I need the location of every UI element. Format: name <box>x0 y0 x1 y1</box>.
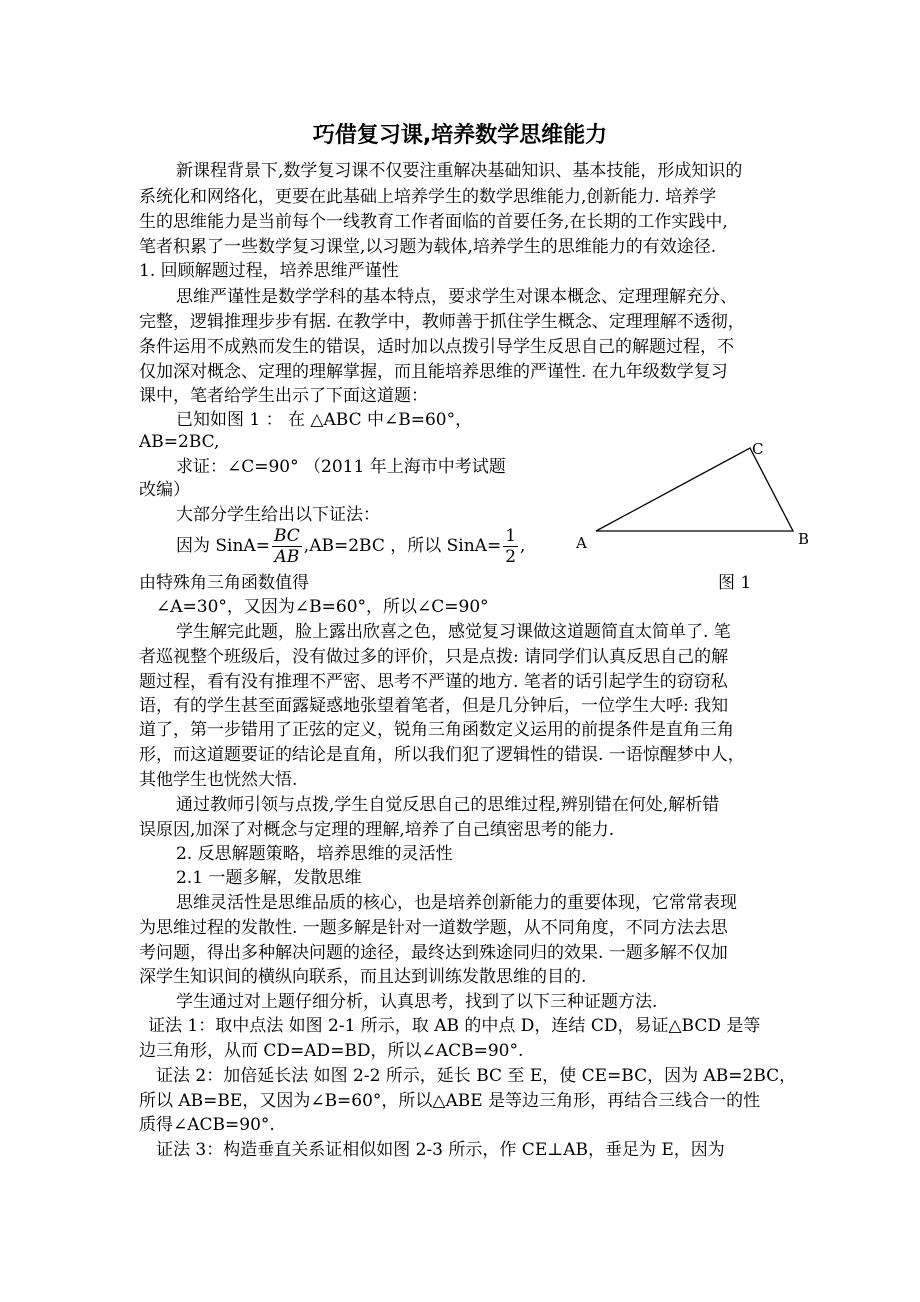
s1-para-line-5: 课中，笔者给学生出示了下面这道题： <box>139 386 428 406</box>
s2-para2: 学生通过对上题仔细分析，认真思考，找到了以下三种证题方法. <box>176 992 658 1012</box>
proof-suffix: , <box>520 536 526 556</box>
section-1-heading: 1. 回顾解题过程，培养思维严谨性 <box>139 261 399 281</box>
s1-para-line-3: 条件运用不成熟而发生的错误，适时加以点拨引导学生反思自己的解题过程，不 <box>139 337 734 357</box>
s1-para-line-1: 思维严谨性是数学学科的基本特点，要求学生对课本概念、定理理解充分、 <box>176 287 737 307</box>
proof-line-2: 由特殊角三角函数值得 <box>139 573 309 593</box>
s2-para-line-2: 为思维过程的发散性. 一题多解是针对一道数学题，从不同角度，不同方法去思 <box>139 918 728 938</box>
proof-middle: ,AB=2BC ，所以 SinA= <box>303 536 502 556</box>
fraction-denominator: 2 <box>505 547 517 567</box>
proof-line-3: ∠A=30°，又因为∠B=60°，所以∠C=90° <box>156 597 489 617</box>
fraction-denominator: AB <box>274 547 300 567</box>
figure-1-caption: 图 1 <box>718 573 752 593</box>
fraction-numerator: BC <box>273 526 300 546</box>
problem-line-4: 改编） <box>139 480 190 500</box>
page-title: 巧借复习课,培养数学思维能力 <box>312 123 608 148</box>
s1-para-line-2: 完整，逻辑推理步步有据. 在教学中，教师善于抓住学生概念、定理理解不透彻， <box>139 312 745 332</box>
problem-line-3: 求证：∠C=90° （2011 年上海市中考试题 <box>176 457 506 477</box>
intro-line-2: 系统化和网络化，更要在此基础上培养学生的数学思维能力,创新能力. 培养学 <box>139 187 717 207</box>
s1-para3-line-1: 通过教师引领与点拨,学生自觉反思自己的思维过程,辨别错在何处,解析错 <box>176 795 720 815</box>
s1-para2-line-7: 其他学生也恍然大悟. <box>139 770 298 790</box>
fraction-numerator: 1 <box>505 526 517 546</box>
s2-para-line-4: 深学生知识间的横纵向联系，而且达到训练发散思维的目的. <box>139 967 587 987</box>
s1-para2-line-5: 道了，第一步错用了正弦的定义，锐角三角函数定义运用的前提条件是直角三角 <box>139 720 734 740</box>
method-line-5: 质得∠ACB=90°. <box>139 1115 275 1135</box>
s2-para-line-1: 思维灵活性是思维品质的核心，也是培养创新能力的重要体现，它常常表现 <box>176 893 737 913</box>
vertex-label-b: B <box>798 530 810 548</box>
s1-para3-line-2: 误原因,加深了对概念与定理的理解,培养了自己缜密思考的能力. <box>139 820 615 840</box>
s1-para-line-4: 仅加深对概念、定理的理解掌握，而且能培养思维的严谨性. 在九年级数学复习 <box>139 362 728 382</box>
problem-line-5: 大部分学生给出以下证法： <box>176 505 380 525</box>
s2-para-line-3: 考问题，得出多种解决问题的途径，最终达到殊途同归的效果. 一题多解不仅加 <box>139 943 728 963</box>
s1-para2-line-6: 形，而这道题要证的结论是直角，所以我们犯了逻辑性的错误. 一语惊醒梦中人， <box>139 745 745 765</box>
figure-1-triangle <box>560 430 830 560</box>
fraction-bc-ab <box>272 526 302 567</box>
s1-para2-line-1: 学生解完此题，脸上露出欣喜之色，感觉复习课做这道题简直太简单了. 笔 <box>176 622 731 642</box>
method-line-4: 所以 AB=BE，又因为∠B=60°，所以△ABE 是等边三角形，再结合三线合一的性 <box>139 1091 761 1111</box>
method-line-6: 证法 3：构造垂直关系证相似如图 2-3 所示，作 CE⊥AB，垂足为 E，因为 <box>156 1140 725 1160</box>
vertex-label-a: A <box>576 534 587 552</box>
intro-line-4: 笔者积累了一些数学复习课堂,以习题为载体,培养学生的思维能力的有效途径. <box>139 237 717 257</box>
intro-line-3: 生的思维能力是当前每个一线教育工作者面临的首要任务,在长期的工作实践中, <box>139 212 728 232</box>
problem-line-2: AB=2BC, <box>139 432 220 452</box>
method-line-1: 证法 1：取中点法 如图 2-1 所示，取 AB 的中点 D，连结 CD，易证△BCD 是等 <box>148 1016 761 1036</box>
section-2-1-heading: 2.1 一题多解，发散思维 <box>176 868 362 888</box>
problem-line-1: 已知如图 1 ： 在 △ABC 中∠B=60°， <box>176 410 473 430</box>
intro-line-1: 新课程背景下,数学复习课不仅要注重解决基础知识、基本技能，形成知识的 <box>176 161 743 181</box>
s1-para2-line-3: 题过程，看有没有推理不严密、思考不严谨的地方. 笔者的话引起学生的窃窃私 <box>139 672 728 692</box>
method-line-2: 边三角形，从而 CD=AD=BD，所以∠ACB=90°. <box>139 1041 524 1061</box>
fraction-one-half <box>503 526 518 567</box>
vertex-label-c: C <box>752 440 764 458</box>
triangle-abc <box>596 448 793 531</box>
s1-para2-line-2: 者巡视整个班级后，没有做过多的评价，只是点拨: 请同学们认真反思自己的解 <box>139 647 729 667</box>
proof-line-1 <box>176 524 525 568</box>
method-line-3: 证法 2：加倍延长法 如图 2-2 所示，延长 BC 至 E，使 CE=BC，因为 AB=2BC， <box>156 1066 797 1086</box>
proof-prefix: 因为 SinA= <box>176 536 270 556</box>
section-2-heading: 2. 反思解题策略，培养思维的灵活性 <box>176 844 453 864</box>
s1-para2-line-4: 语，有的学生甚至面露疑惑地张望着笔者，但是几分钟后，一位学生大呼: 我知 <box>139 696 729 716</box>
